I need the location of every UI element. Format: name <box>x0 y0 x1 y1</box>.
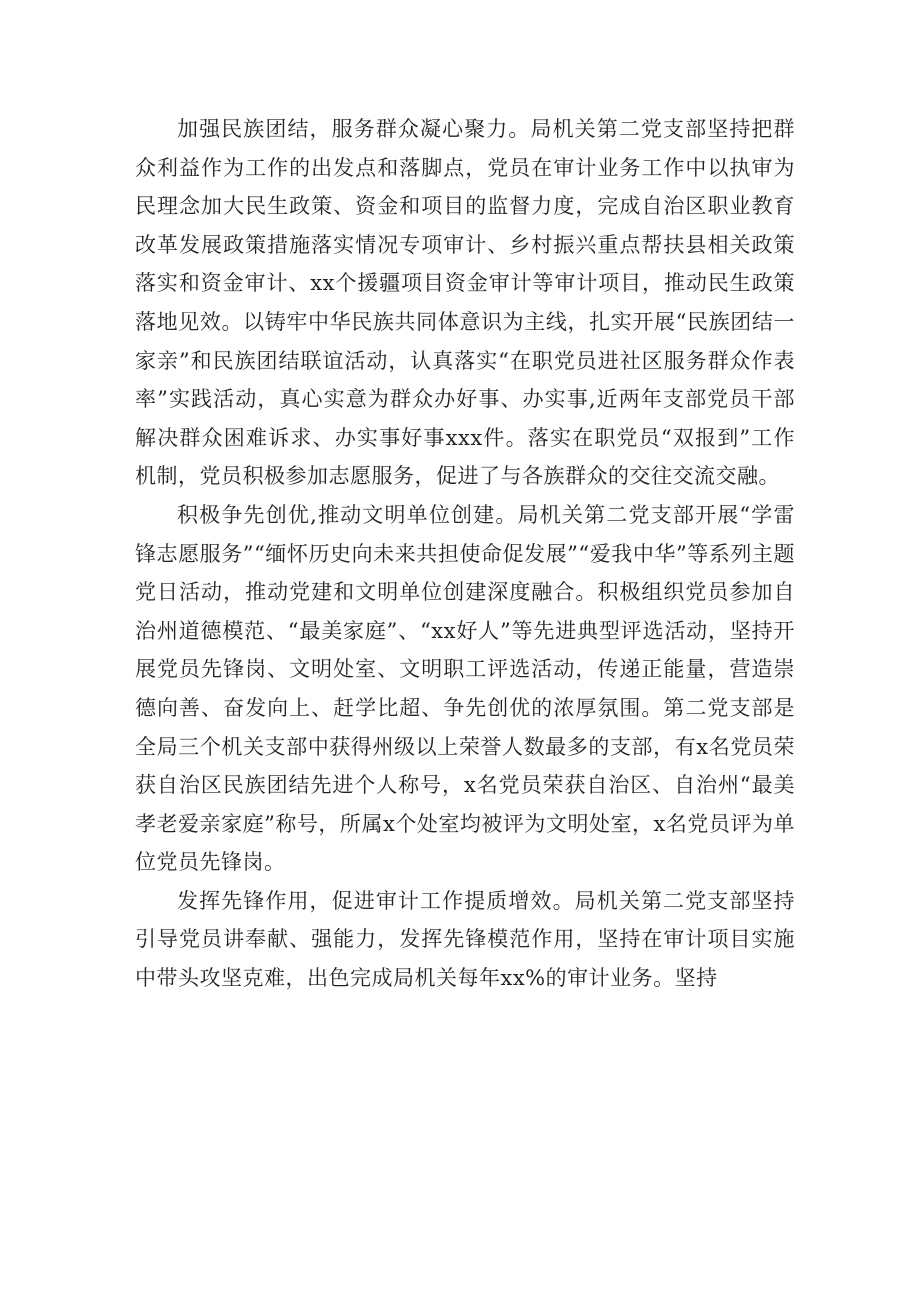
document-body <box>135 110 795 998</box>
paragraph-ethnic-unity: 加强民族团结，服务群众凝心聚力。局机关第二党支部坚持把群众利益作为工作的出发点和落脚点，党员在审计业务工作中以执审为民理念加大民生政策、资金和项目的监督力度，完成自治区职业教育改革发展政策措施落实情况专项审计、乡村振兴重点帮扶县相关政策落实和资金审计、xx个援疆项目资金审计等审计项目，推动民生政策落地见效。以铸牢中华民族共同体意识为主线，扎实开展“民族团结一家亲”和民族团结联谊活动，认真落实“在职党员进社区服务群众作表率”实践活动，真心实意为群众办好事、办实事,近两年支部党员干部解决群众困难诉求、办实事好事xxx件。落实在职党员“双报到”工作机制，党员积极参加志愿服务，促进了与各族群众的交往交流交融。 <box>135 117 795 489</box>
paragraph-civilization-unit: 积极争先创优,推动文明单位创建。局机关第二党支部开展“学雷锋志愿服务”“缅怀历史向未来共担使命促发展”“爱我中华”等系列主题党日活动，推动党建和文明单位创建深度融合。积极组织党员参加自治州道德模范、“最美家庭”、“xx好人”等先进典型评选活动，坚持开展党员先锋岗、文明处室、文明职工评选活动，传递正能量，营造崇德向善、奋发向上、赶学比超、争先创优的浓厚氛围。第二党支部是全局三个机关支部中获得州级以上荣誉人数最多的支部，有x名党员荣获自治区民族团结先进个人称号，x名党员荣获自治区、自治州“最美孝老爱亲家庭”称号，所属x个处室均被评为文明处室，x名党员评为单位党员先锋岗。 <box>135 502 795 875</box>
paragraph-vanguard-role: 发挥先锋作用，促进审计工作提质增效。局机关第二党支部坚持引导党员讲奉献、强能力，发挥先锋模范作用，坚持在审计项目实施中带头攻坚克难，出色完成局机关每年xx%的审计业务。坚持 <box>135 888 795 991</box>
